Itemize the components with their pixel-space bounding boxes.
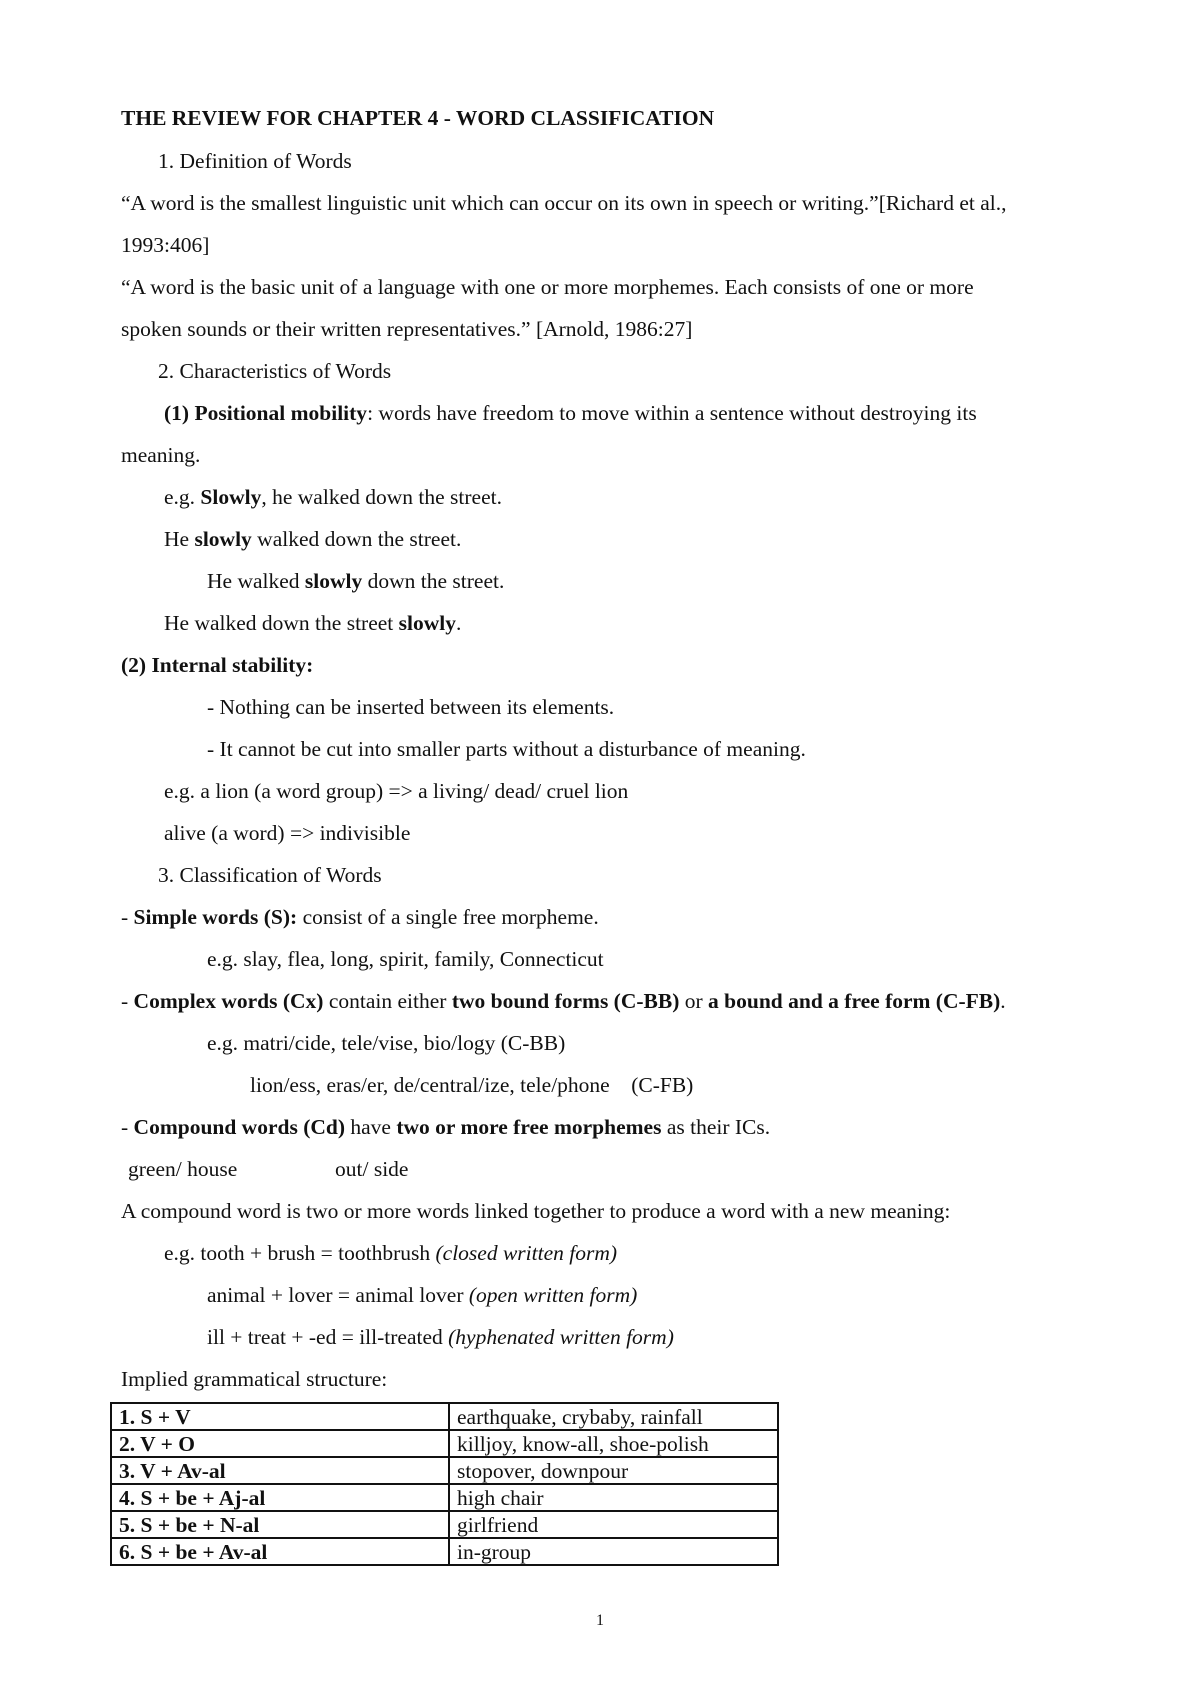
quote-arnold-line-1: “A word is the basic unit of a language with one or more morphemes. Each consists of one or more: [121, 275, 974, 299]
compound-form-example-3: [207, 1324, 674, 1350]
simple-words-line: [121, 904, 599, 930]
structure-cell: 6. S + be + Av-al: [111, 1538, 449, 1565]
example-prefix: He walked down the street: [164, 611, 399, 635]
table-row: [111, 1484, 778, 1511]
example-suffix: .: [455, 611, 462, 635]
structure-cell: 2. V + O: [111, 1430, 449, 1457]
structure-cell: 1. S + V: [111, 1403, 449, 1430]
section-heading-classification: 3. Classification of Words: [158, 863, 382, 887]
simple-words-example: e.g. slay, flea, long, spirit, family, Connecticut: [207, 947, 604, 971]
complex-words-term: Complex words (Cx): [133, 989, 324, 1013]
internal-stability-example-2: alive (a word) => indivisible: [164, 821, 411, 845]
simple-words-text: consist of a single free morpheme.: [297, 905, 599, 929]
complex-words-text: .: [1000, 989, 1006, 1013]
example-keyword: Slowly: [200, 485, 262, 509]
table-row: [111, 1403, 778, 1430]
examples-cell: high chair: [449, 1484, 778, 1511]
table-row: [111, 1511, 778, 1538]
compound-form-type: (open written form): [468, 1283, 638, 1307]
internal-stability-term: (2) Internal stability:: [121, 653, 314, 677]
example-suffix: , he walked down the street.: [261, 485, 502, 509]
section-heading-characteristics: 2. Characteristics of Words: [158, 359, 392, 383]
example-prefix: e.g.: [164, 485, 201, 509]
compound-words-text: have: [345, 1115, 397, 1139]
dash: -: [121, 989, 134, 1013]
example-keyword: slowly: [398, 611, 456, 635]
example-suffix: down the street.: [362, 569, 505, 593]
complex-words-line: [121, 988, 1006, 1014]
examples-cell: in-group: [449, 1538, 778, 1565]
positional-mobility-term: (1) Positional mobility: [164, 401, 368, 425]
structure-table: [110, 1402, 779, 1566]
simple-words-term: Simple words (S):: [133, 905, 298, 929]
complex-words-example-2: lion/ess, eras/er, de/central/ize, tele/phone (C-FB): [250, 1073, 694, 1097]
page-number: 1: [596, 1612, 604, 1629]
quote-richard-line-2: 1993:406]: [121, 233, 210, 257]
example-line-1: [164, 484, 502, 510]
example-prefix: He walked: [207, 569, 305, 593]
compound-form-example-2: [207, 1282, 637, 1308]
complex-words-text: or: [679, 989, 709, 1013]
example-keyword: slowly: [194, 527, 252, 551]
examples-cell: earthquake, crybaby, rainfall: [449, 1403, 778, 1430]
structure-cell: 3. V + Av-al: [111, 1457, 449, 1484]
table-row: [111, 1538, 778, 1565]
structure-cell: 4. S + be + Aj-al: [111, 1484, 449, 1511]
implied-structure-label: Implied grammatical structure:: [121, 1367, 388, 1391]
example-line-2: [164, 526, 461, 552]
table-row: [111, 1457, 778, 1484]
examples-cell: killjoy, know-all, shoe-polish: [449, 1430, 778, 1457]
compound-form-text: e.g. tooth + brush = toothbrush: [164, 1241, 436, 1265]
complex-words-bb: two bound forms (C-BB): [451, 989, 680, 1013]
example-keyword: slowly: [304, 569, 363, 593]
compound-form-example-1: [164, 1240, 617, 1266]
internal-stability-bullet-2: - It cannot be cut into smaller parts without a disturbance of meaning.: [207, 737, 806, 761]
complex-words-fb: a bound and a free form (C-FB): [708, 989, 1001, 1013]
complex-words-example-1: e.g. matri/cide, tele/vise, bio/logy (C-BB): [207, 1031, 566, 1055]
compound-definition: A compound word is two or more words linked together to produce a word with a new meaning:: [121, 1199, 951, 1223]
quote-richard-line-1: “A word is the smallest linguistic unit which can occur on its own in speech or writing.”[Richard et al.,: [121, 191, 1007, 215]
compound-form-type: (closed written form): [435, 1241, 618, 1265]
page-title: THE REVIEW FOR CHAPTER 4 - WORD CLASSIFICATION: [121, 106, 715, 130]
compound-form-text: animal + lover = animal lover: [207, 1283, 469, 1307]
positional-mobility-text: : words have freedom to move within a sentence without destroying its: [367, 401, 977, 425]
compound-form-text: ill + treat + -ed = ill-treated: [207, 1325, 449, 1349]
compound-form-type: (hyphenated written form): [448, 1325, 674, 1349]
example-suffix: walked down the street.: [251, 527, 462, 551]
example-prefix: He: [164, 527, 195, 551]
compound-words-text: as their ICs.: [661, 1115, 771, 1139]
structure-cell: 5. S + be + N-al: [111, 1511, 449, 1538]
examples-cell: stopover, downpour: [449, 1457, 778, 1484]
compound-words-morphemes: two or more free morphemes: [396, 1115, 662, 1139]
dash: -: [121, 905, 134, 929]
positional-mobility-continuation: meaning.: [121, 443, 201, 467]
table-row: [111, 1430, 778, 1457]
compound-words-line: [121, 1114, 770, 1140]
example-line-3: [207, 568, 504, 594]
internal-stability-bullet-1: - Nothing can be inserted between its elements.: [207, 695, 615, 719]
compound-words-term: Compound words (Cd): [133, 1115, 346, 1139]
examples-cell: girlfriend: [449, 1511, 778, 1538]
internal-stability-example-1: e.g. a lion (a word group) => a living/ dead/ cruel lion: [164, 779, 629, 803]
section-heading-definition: 1. Definition of Words: [158, 149, 352, 173]
positional-mobility-line: [164, 400, 977, 426]
quote-arnold-line-2: spoken sounds or their written representatives.” [Arnold, 1986:27]: [121, 317, 693, 341]
example-line-4: [164, 610, 461, 636]
complex-words-text: contain either: [323, 989, 452, 1013]
compound-example-out-side: out/ side: [335, 1157, 409, 1181]
compound-example-green-house: green/ house: [128, 1157, 238, 1181]
dash: -: [121, 1115, 134, 1139]
